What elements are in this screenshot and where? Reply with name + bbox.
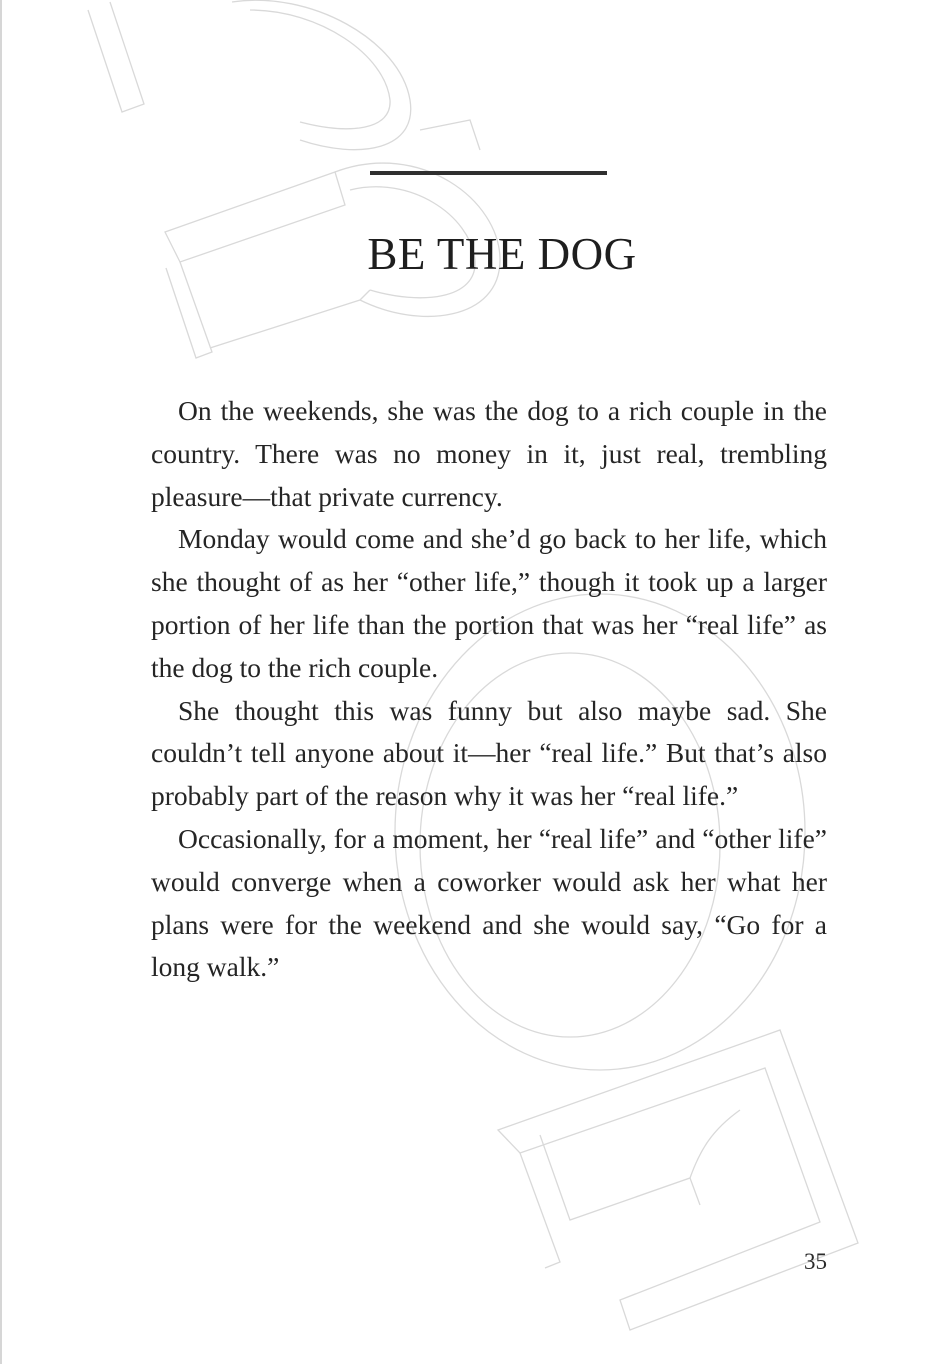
chapter-title: BE THE DOG <box>367 229 637 279</box>
paragraph-4: Occasionally, for a moment, her “real life” and “other life” would converge when a coworker would ask her what her plans were for the weekend and she would say, “Go for a long walk.” <box>151 822 827 983</box>
chapter-body <box>151 390 827 989</box>
chapter-rule <box>370 171 607 175</box>
watermark-letter-p <box>88 0 411 149</box>
page-left-edge <box>0 0 2 1364</box>
paragraph-1: On the weekends, she was the dog to a rich couple in the country. There was no money in it, just real, trembling pleasure—that private currency. <box>151 395 827 512</box>
paragraph-3: She thought this was funny but also maybe sad. She couldn’t tell anyone about it—her “real life.” But that’s also probably part of the reason why it was her “real life.” <box>151 694 827 812</box>
watermark-letter-f <box>498 1030 858 1330</box>
paragraph-2: Monday would come and she’d go back to her life, which she thought of as her “other life,” though it took up a larger portion of her life than the portion that was her “real life” as the dog to the rich couple. <box>151 523 827 683</box>
page-number: 35 <box>804 1249 827 1274</box>
